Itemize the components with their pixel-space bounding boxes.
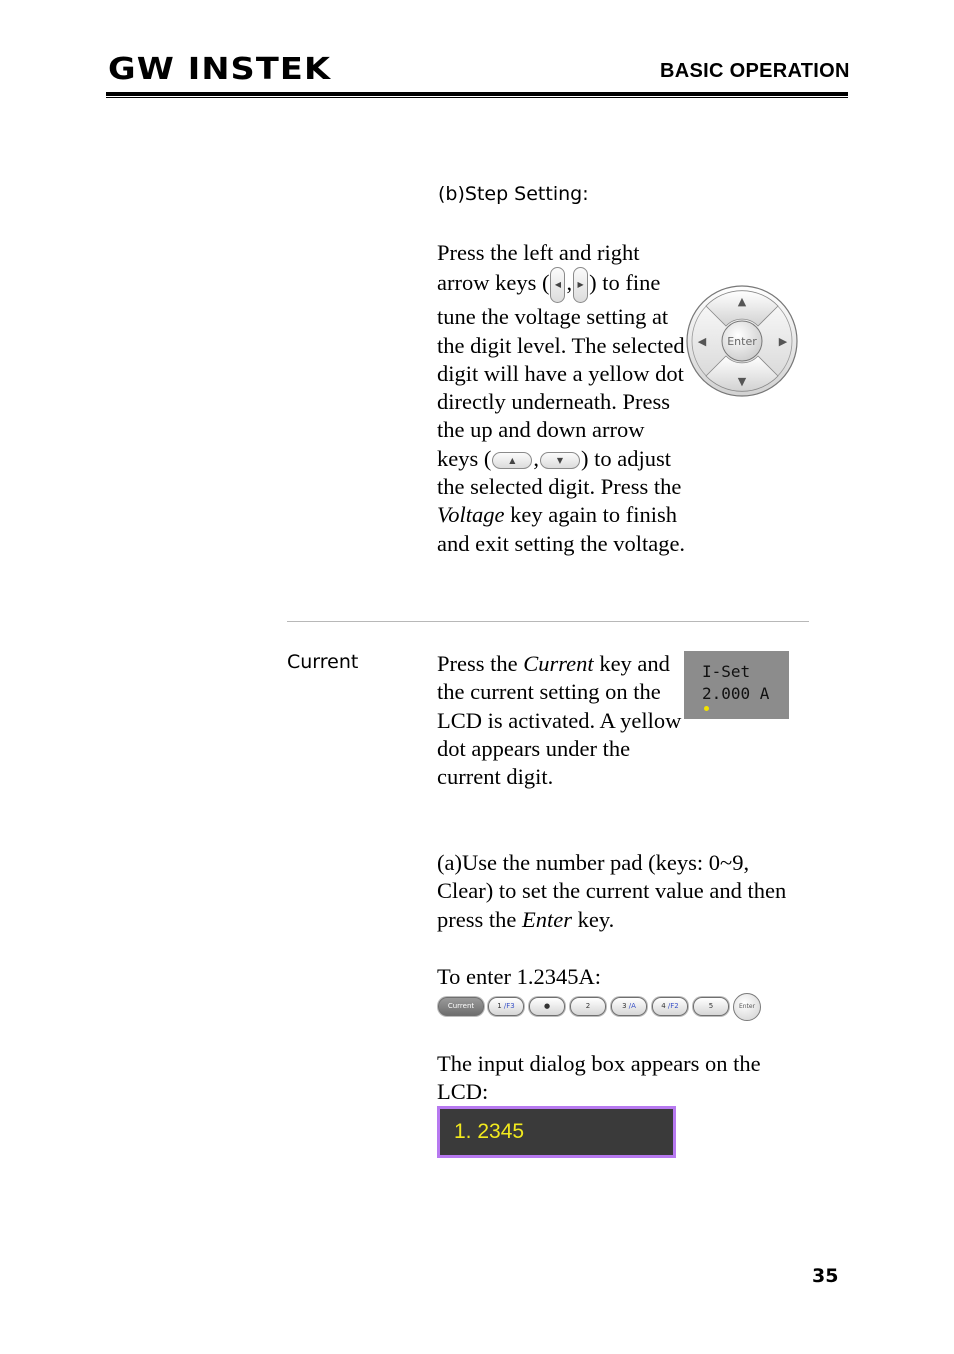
key-1-icon bbox=[488, 997, 524, 1016]
lcd-line-1: I-Set bbox=[702, 662, 751, 681]
key-1-label: 1 bbox=[497, 1002, 502, 1010]
example-label: To enter 1.2345A: bbox=[437, 964, 602, 989]
input-dialog bbox=[437, 1106, 676, 1158]
header-rule bbox=[106, 92, 848, 96]
text-fragment: key. bbox=[571, 906, 615, 932]
current-key-icon: Current bbox=[438, 997, 484, 1016]
text-fragment: key and the current setting on the LCD is activated. A yellow dot appears under the current digit. bbox=[437, 651, 682, 790]
up-arrow-icon: ▲ bbox=[737, 295, 747, 308]
up-arrow-key-icon: ▲ bbox=[492, 452, 532, 469]
page-number: 35 bbox=[812, 1265, 839, 1287]
current-label: Current bbox=[287, 651, 359, 673]
text-fragment: , bbox=[533, 445, 539, 471]
down-arrow-icon: ▼ bbox=[737, 375, 747, 388]
text-fragment: , bbox=[566, 270, 573, 296]
key-4-icon bbox=[652, 997, 688, 1016]
text-fragment: ) to fine tune the voltage setting at the digit level. The selected digit will have a yellow dot directly underneath. Press the up and down arrow keys ( bbox=[437, 270, 685, 471]
enter-key-icon: Enter bbox=[733, 993, 761, 1021]
section-title: BASIC OPERATION bbox=[660, 60, 850, 82]
text-fragment: Press the left and right arrow keys ( bbox=[437, 240, 640, 296]
key-3-icon bbox=[611, 997, 647, 1016]
key-4-sub: /F2 bbox=[667, 1002, 679, 1010]
decimal-key-icon: ● bbox=[529, 997, 565, 1016]
text-fragment: ) to adjust the selected digit. Press the bbox=[437, 445, 682, 500]
key-2-icon: 2 bbox=[570, 997, 606, 1016]
key-3-sub: /A bbox=[628, 1002, 636, 1010]
down-arrow-key-icon: ▼ bbox=[540, 452, 580, 469]
enter-key-name: Enter bbox=[521, 906, 572, 932]
navigation-pad-icon bbox=[684, 284, 800, 398]
lcd-display bbox=[684, 651, 789, 719]
key-sequence bbox=[437, 993, 762, 1021]
right-arrow-key-icon: ▶ bbox=[573, 267, 588, 303]
step-setting-heading: (b)Step Setting: bbox=[438, 183, 589, 205]
key-1-sub: /F3 bbox=[503, 1002, 515, 1010]
voltage-key-name: Voltage bbox=[437, 502, 505, 528]
left-arrow-key-icon: ◀ bbox=[550, 267, 565, 303]
yellow-dot-indicator bbox=[704, 706, 709, 711]
header-rule-thin bbox=[106, 97, 848, 98]
key-4-label: 4 bbox=[661, 1002, 666, 1010]
key-3-label: 3 bbox=[622, 1002, 627, 1010]
lcd-line-2: 2.000 A bbox=[702, 684, 770, 703]
enter-label: Enter bbox=[727, 335, 757, 348]
text-fragment: (a)Use the number pad (keys: 0~9, Clear) to set the current value and then press the bbox=[437, 850, 787, 932]
number-pad-paragraph bbox=[437, 849, 797, 934]
step-setting-paragraph bbox=[437, 239, 687, 558]
dialog-paragraph: The input dialog box appears on the LCD: bbox=[437, 1051, 761, 1105]
text-fragment: key again to finish and exit setting the voltage. bbox=[437, 502, 686, 556]
left-arrow-icon: ◀ bbox=[697, 335, 707, 348]
right-arrow-icon: ▶ bbox=[778, 335, 788, 348]
section-divider bbox=[287, 621, 809, 622]
dialog-value: 1. 2345 bbox=[454, 1120, 525, 1143]
text-fragment: Press the bbox=[437, 651, 524, 676]
current-intro-paragraph bbox=[437, 650, 682, 791]
brand-logo: GW INSTEK bbox=[108, 52, 332, 87]
current-key-name: Current bbox=[523, 651, 594, 676]
key-5-icon: 5 bbox=[693, 997, 729, 1016]
